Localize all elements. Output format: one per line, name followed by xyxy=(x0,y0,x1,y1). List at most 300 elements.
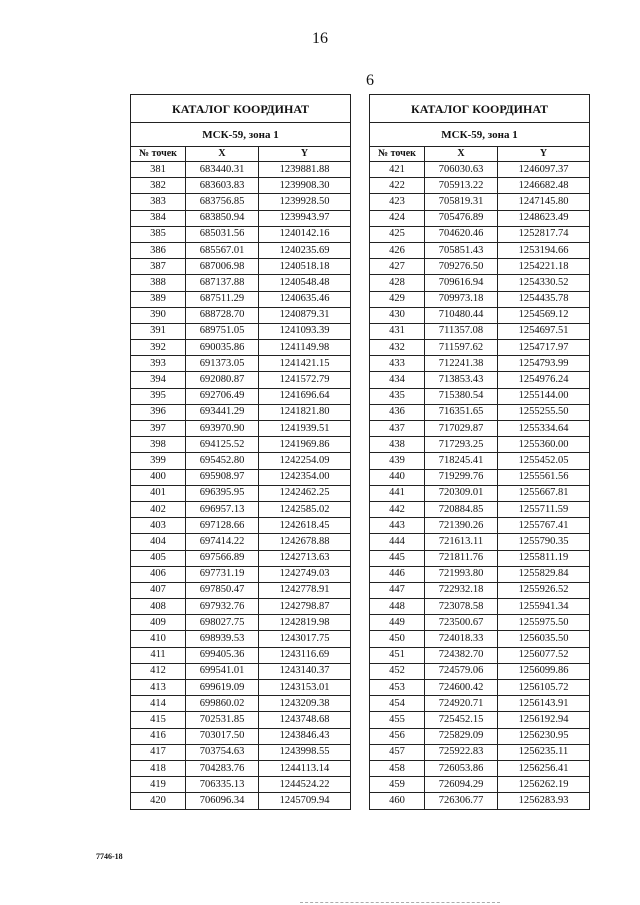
table-title: КАТАЛОГ КООРДИНАТ xyxy=(131,95,351,123)
cell-x: 698939.53 xyxy=(186,631,259,647)
table-row xyxy=(370,226,590,242)
cell-x: 705819.31 xyxy=(425,194,498,210)
cell-y: 1243846.43 xyxy=(259,728,351,744)
cell-x: 722932.18 xyxy=(425,582,498,598)
cell-y: 1256235.11 xyxy=(498,744,590,760)
page-edge-divider xyxy=(300,902,500,903)
cell-y: 1252817.74 xyxy=(498,226,590,242)
cell-x: 691373.05 xyxy=(186,356,259,372)
cell-x: 690035.86 xyxy=(186,340,259,356)
table-row xyxy=(370,194,590,210)
cell-point-number: 439 xyxy=(370,453,425,469)
table-row xyxy=(370,615,590,631)
cell-x: 692706.49 xyxy=(186,388,259,404)
cell-y: 1242354.00 xyxy=(259,469,351,485)
cell-point-number: 415 xyxy=(131,712,186,728)
cell-x: 712241.38 xyxy=(425,356,498,372)
cell-y: 1241572.79 xyxy=(259,372,351,388)
cell-point-number: 412 xyxy=(131,663,186,679)
table-row xyxy=(131,421,351,437)
cell-x: 699619.09 xyxy=(186,680,259,696)
table-row xyxy=(131,631,351,647)
cell-y: 1255360.00 xyxy=(498,437,590,453)
cell-x: 704283.76 xyxy=(186,760,259,776)
column-header-x: X xyxy=(425,147,498,162)
table-row xyxy=(131,615,351,631)
cell-point-number: 396 xyxy=(131,404,186,420)
table-row xyxy=(370,469,590,485)
cell-point-number: 428 xyxy=(370,275,425,291)
table-row xyxy=(131,518,351,534)
cell-x: 721993.80 xyxy=(425,566,498,582)
cell-point-number: 404 xyxy=(131,534,186,550)
cell-y: 1255829.84 xyxy=(498,566,590,582)
cell-point-number: 456 xyxy=(370,728,425,744)
cell-point-number: 393 xyxy=(131,356,186,372)
cell-y: 1242819.98 xyxy=(259,615,351,631)
table-row xyxy=(131,566,351,582)
cell-point-number: 451 xyxy=(370,647,425,663)
cell-y: 1242749.03 xyxy=(259,566,351,582)
cell-x: 687511.29 xyxy=(186,291,259,307)
cell-x: 709276.50 xyxy=(425,259,498,275)
cell-y: 1255255.50 xyxy=(498,404,590,420)
cell-x: 696395.95 xyxy=(186,485,259,501)
cell-point-number: 430 xyxy=(370,307,425,323)
cell-x: 699860.02 xyxy=(186,696,259,712)
cell-x: 711597.62 xyxy=(425,340,498,356)
cell-point-number: 442 xyxy=(370,501,425,517)
table-row xyxy=(370,793,590,809)
cell-y: 1242254.09 xyxy=(259,453,351,469)
table-row xyxy=(131,469,351,485)
cell-point-number: 435 xyxy=(370,388,425,404)
cell-x: 683850.94 xyxy=(186,210,259,226)
cell-y: 1239943.97 xyxy=(259,210,351,226)
cell-y: 1243209.38 xyxy=(259,696,351,712)
table-row xyxy=(370,485,590,501)
cell-x: 724579.06 xyxy=(425,663,498,679)
cell-x: 695452.80 xyxy=(186,453,259,469)
table-row xyxy=(131,226,351,242)
cell-point-number: 400 xyxy=(131,469,186,485)
table-row xyxy=(131,647,351,663)
cell-x: 725452.15 xyxy=(425,712,498,728)
table-row xyxy=(131,760,351,776)
cell-x: 695908.97 xyxy=(186,469,259,485)
table-row xyxy=(131,550,351,566)
cell-y: 1239881.88 xyxy=(259,162,351,178)
cell-point-number: 382 xyxy=(131,178,186,194)
table-row xyxy=(131,162,351,178)
cell-y: 1255667.81 xyxy=(498,485,590,501)
cell-point-number: 399 xyxy=(131,453,186,469)
cell-point-number: 385 xyxy=(131,226,186,242)
cell-y: 1240879.31 xyxy=(259,307,351,323)
cell-point-number: 408 xyxy=(131,599,186,615)
cell-x: 683756.85 xyxy=(186,194,259,210)
table-row xyxy=(370,550,590,566)
cell-point-number: 392 xyxy=(131,340,186,356)
table-row xyxy=(131,275,351,291)
cell-x: 689751.05 xyxy=(186,323,259,339)
cell-y: 1241939.51 xyxy=(259,421,351,437)
column-header-y: Y xyxy=(259,147,351,162)
cell-x: 724382.70 xyxy=(425,647,498,663)
cell-x: 697932.76 xyxy=(186,599,259,615)
table-row xyxy=(131,372,351,388)
cell-x: 685567.01 xyxy=(186,242,259,258)
cell-x: 720884.85 xyxy=(425,501,498,517)
cell-point-number: 441 xyxy=(370,485,425,501)
cell-x: 709973.18 xyxy=(425,291,498,307)
cell-x: 687137.88 xyxy=(186,275,259,291)
cell-x: 717293.25 xyxy=(425,437,498,453)
cell-point-number: 455 xyxy=(370,712,425,728)
cell-point-number: 443 xyxy=(370,518,425,534)
cell-point-number: 397 xyxy=(131,421,186,437)
cell-y: 1255144.00 xyxy=(498,388,590,404)
cell-y: 1246097.37 xyxy=(498,162,590,178)
cell-point-number: 419 xyxy=(131,777,186,793)
cell-x: 698027.75 xyxy=(186,615,259,631)
cell-x: 697128.66 xyxy=(186,518,259,534)
cell-y: 1254221.18 xyxy=(498,259,590,275)
table-row xyxy=(370,275,590,291)
table-row xyxy=(131,194,351,210)
cell-y: 1240235.69 xyxy=(259,242,351,258)
table-row xyxy=(370,178,590,194)
cell-x: 683603.83 xyxy=(186,178,259,194)
cell-point-number: 437 xyxy=(370,421,425,437)
cell-y: 1244113.14 xyxy=(259,760,351,776)
cell-y: 1240518.18 xyxy=(259,259,351,275)
cell-x: 718245.41 xyxy=(425,453,498,469)
cell-point-number: 391 xyxy=(131,323,186,339)
cell-x: 706096.34 xyxy=(186,793,259,809)
cell-x: 725829.09 xyxy=(425,728,498,744)
column-header-point: № точек xyxy=(131,147,186,162)
cell-y: 1255767.41 xyxy=(498,518,590,534)
table-row xyxy=(370,728,590,744)
cell-x: 699405.36 xyxy=(186,647,259,663)
table-title: КАТАЛОГ КООРДИНАТ xyxy=(370,95,590,123)
table-row xyxy=(370,744,590,760)
cell-y: 1255334.64 xyxy=(498,421,590,437)
cell-x: 711357.08 xyxy=(425,323,498,339)
cell-x: 720309.01 xyxy=(425,485,498,501)
cell-x: 696957.13 xyxy=(186,501,259,517)
cell-y: 1254976.24 xyxy=(498,372,590,388)
table-row xyxy=(370,162,590,178)
cell-x: 694125.52 xyxy=(186,437,259,453)
cell-point-number: 390 xyxy=(131,307,186,323)
cell-x: 709616.94 xyxy=(425,275,498,291)
cell-y: 1242618.45 xyxy=(259,518,351,534)
cell-y: 1255790.35 xyxy=(498,534,590,550)
cell-x: 725922.83 xyxy=(425,744,498,760)
cell-x: 697731.19 xyxy=(186,566,259,582)
cell-x: 706335.13 xyxy=(186,777,259,793)
table-row xyxy=(131,663,351,679)
table-row xyxy=(131,534,351,550)
cell-y: 1255926.52 xyxy=(498,582,590,598)
table-row xyxy=(370,388,590,404)
cell-x: 697566.89 xyxy=(186,550,259,566)
table-row xyxy=(131,696,351,712)
cell-point-number: 381 xyxy=(131,162,186,178)
table-row xyxy=(370,307,590,323)
cell-x: 693970.90 xyxy=(186,421,259,437)
cell-x: 703017.50 xyxy=(186,728,259,744)
cell-point-number: 417 xyxy=(131,744,186,760)
cell-x: 717029.87 xyxy=(425,421,498,437)
cell-x: 724920.71 xyxy=(425,696,498,712)
table-row xyxy=(131,599,351,615)
coordinate-table-right xyxy=(369,94,590,810)
cell-x: 685031.56 xyxy=(186,226,259,242)
cell-point-number: 460 xyxy=(370,793,425,809)
cell-y: 1256283.93 xyxy=(498,793,590,809)
table-row xyxy=(370,453,590,469)
table-row xyxy=(131,323,351,339)
table-row xyxy=(131,388,351,404)
cell-y: 1254717.97 xyxy=(498,340,590,356)
table-row xyxy=(370,712,590,728)
cell-y: 1256077.52 xyxy=(498,647,590,663)
column-header-y: Y xyxy=(498,147,590,162)
cell-y: 1242678.88 xyxy=(259,534,351,550)
table-row xyxy=(370,323,590,339)
table-row xyxy=(131,242,351,258)
cell-x: 721390.26 xyxy=(425,518,498,534)
table-row xyxy=(131,777,351,793)
cell-x: 683440.31 xyxy=(186,162,259,178)
cell-point-number: 438 xyxy=(370,437,425,453)
cell-point-number: 424 xyxy=(370,210,425,226)
cell-x: 706030.63 xyxy=(425,162,498,178)
column-header-x: X xyxy=(186,147,259,162)
table-row xyxy=(131,501,351,517)
cell-y: 1247145.80 xyxy=(498,194,590,210)
cell-y: 1241421.15 xyxy=(259,356,351,372)
cell-y: 1254793.99 xyxy=(498,356,590,372)
cell-point-number: 422 xyxy=(370,178,425,194)
cell-y: 1248623.49 xyxy=(498,210,590,226)
cell-point-number: 405 xyxy=(131,550,186,566)
cell-y: 1253194.66 xyxy=(498,242,590,258)
cell-x: 688728.70 xyxy=(186,307,259,323)
cell-x: 705851.43 xyxy=(425,242,498,258)
cell-point-number: 403 xyxy=(131,518,186,534)
cell-point-number: 426 xyxy=(370,242,425,258)
cell-y: 1255811.19 xyxy=(498,550,590,566)
cell-point-number: 402 xyxy=(131,501,186,517)
cell-point-number: 389 xyxy=(131,291,186,307)
cell-x: 723078.58 xyxy=(425,599,498,615)
cell-y: 1239908.30 xyxy=(259,178,351,194)
cell-point-number: 395 xyxy=(131,388,186,404)
table-row xyxy=(131,728,351,744)
table-row xyxy=(131,291,351,307)
cell-y: 1256099.86 xyxy=(498,663,590,679)
table-row xyxy=(131,793,351,809)
cell-point-number: 406 xyxy=(131,566,186,582)
table-row xyxy=(131,307,351,323)
cell-point-number: 383 xyxy=(131,194,186,210)
cell-y: 1256256.41 xyxy=(498,760,590,776)
cell-point-number: 453 xyxy=(370,680,425,696)
cell-x: 703754.63 xyxy=(186,744,259,760)
cell-point-number: 416 xyxy=(131,728,186,744)
table-row xyxy=(131,340,351,356)
cell-y: 1241969.86 xyxy=(259,437,351,453)
cell-y: 1241696.64 xyxy=(259,388,351,404)
table-row xyxy=(131,404,351,420)
cell-y: 1243017.75 xyxy=(259,631,351,647)
cell-y: 1242778.91 xyxy=(259,582,351,598)
cell-x: 726306.77 xyxy=(425,793,498,809)
cell-point-number: 423 xyxy=(370,194,425,210)
table-zone: МСК-59, зона 1 xyxy=(131,123,351,147)
cell-y: 1256262.19 xyxy=(498,777,590,793)
cell-point-number: 420 xyxy=(131,793,186,809)
cell-y: 1254330.52 xyxy=(498,275,590,291)
cell-x: 702531.85 xyxy=(186,712,259,728)
cell-point-number: 436 xyxy=(370,404,425,420)
table-row xyxy=(370,777,590,793)
cell-point-number: 413 xyxy=(131,680,186,696)
cell-y: 1242462.25 xyxy=(259,485,351,501)
table-row xyxy=(131,744,351,760)
table-row xyxy=(131,485,351,501)
coordinate-table-left xyxy=(130,94,351,810)
table-row xyxy=(131,210,351,226)
cell-y: 1246682.48 xyxy=(498,178,590,194)
table-row xyxy=(370,760,590,776)
cell-y: 1242798.87 xyxy=(259,599,351,615)
table-row xyxy=(131,712,351,728)
table-row xyxy=(370,663,590,679)
cell-point-number: 427 xyxy=(370,259,425,275)
table-row xyxy=(370,404,590,420)
cell-y: 1240635.46 xyxy=(259,291,351,307)
cell-point-number: 386 xyxy=(131,242,186,258)
cell-point-number: 407 xyxy=(131,582,186,598)
cell-x: 721613.11 xyxy=(425,534,498,550)
cell-y: 1243153.01 xyxy=(259,680,351,696)
cell-y: 1240142.16 xyxy=(259,226,351,242)
cell-point-number: 388 xyxy=(131,275,186,291)
cell-y: 1255975.50 xyxy=(498,615,590,631)
cell-point-number: 384 xyxy=(131,210,186,226)
cell-x: 687006.98 xyxy=(186,259,259,275)
table-body xyxy=(370,162,590,810)
cell-x: 704620.46 xyxy=(425,226,498,242)
table-zone: МСК-59, зона 1 xyxy=(370,123,590,147)
cell-y: 1255711.59 xyxy=(498,501,590,517)
cell-x: 710480.44 xyxy=(425,307,498,323)
cell-x: 724018.33 xyxy=(425,631,498,647)
cell-y: 1256143.91 xyxy=(498,696,590,712)
table-row xyxy=(131,259,351,275)
cell-y: 1241149.98 xyxy=(259,340,351,356)
table-row xyxy=(370,340,590,356)
cell-y: 1255561.56 xyxy=(498,469,590,485)
cell-point-number: 447 xyxy=(370,582,425,598)
table-row xyxy=(370,210,590,226)
cell-y: 1244524.22 xyxy=(259,777,351,793)
table-row xyxy=(370,242,590,258)
cell-y: 1255941.34 xyxy=(498,599,590,615)
table-row xyxy=(131,582,351,598)
cell-point-number: 448 xyxy=(370,599,425,615)
cell-y: 1241093.39 xyxy=(259,323,351,339)
column-header-point: № точек xyxy=(370,147,425,162)
table-row xyxy=(370,599,590,615)
cell-y: 1243748.68 xyxy=(259,712,351,728)
cell-y: 1242713.63 xyxy=(259,550,351,566)
page-number: 16 xyxy=(312,30,328,47)
cell-point-number: 449 xyxy=(370,615,425,631)
cell-point-number: 410 xyxy=(131,631,186,647)
cell-point-number: 434 xyxy=(370,372,425,388)
table-body xyxy=(131,162,351,810)
cell-point-number: 411 xyxy=(131,647,186,663)
cell-y: 1240548.48 xyxy=(259,275,351,291)
cell-x: 726094.29 xyxy=(425,777,498,793)
cell-point-number: 433 xyxy=(370,356,425,372)
cell-point-number: 450 xyxy=(370,631,425,647)
cell-point-number: 394 xyxy=(131,372,186,388)
cell-x: 692080.87 xyxy=(186,372,259,388)
cell-y: 1256105.72 xyxy=(498,680,590,696)
cell-point-number: 398 xyxy=(131,437,186,453)
cell-x: 719299.76 xyxy=(425,469,498,485)
table-row xyxy=(370,631,590,647)
cell-x: 705913.22 xyxy=(425,178,498,194)
table-row xyxy=(370,647,590,663)
table-row xyxy=(370,566,590,582)
table-row xyxy=(370,356,590,372)
cell-y: 1242585.02 xyxy=(259,501,351,517)
document-code: 7746-18 xyxy=(96,852,123,861)
cell-point-number: 429 xyxy=(370,291,425,307)
cell-y: 1243116.69 xyxy=(259,647,351,663)
cell-x: 697414.22 xyxy=(186,534,259,550)
table-row xyxy=(370,680,590,696)
cell-x: 715380.54 xyxy=(425,388,498,404)
cell-y: 1241821.80 xyxy=(259,404,351,420)
cell-y: 1254435.78 xyxy=(498,291,590,307)
cell-point-number: 409 xyxy=(131,615,186,631)
table-row xyxy=(370,259,590,275)
cell-y: 1256035.50 xyxy=(498,631,590,647)
table-row xyxy=(370,534,590,550)
table-row xyxy=(131,356,351,372)
table-row xyxy=(131,453,351,469)
cell-point-number: 459 xyxy=(370,777,425,793)
cell-y: 1243140.37 xyxy=(259,663,351,679)
cell-x: 721811.76 xyxy=(425,550,498,566)
cell-point-number: 452 xyxy=(370,663,425,679)
cell-point-number: 414 xyxy=(131,696,186,712)
cell-point-number: 432 xyxy=(370,340,425,356)
cell-y: 1254569.12 xyxy=(498,307,590,323)
cell-point-number: 425 xyxy=(370,226,425,242)
cell-point-number: 457 xyxy=(370,744,425,760)
cell-point-number: 446 xyxy=(370,566,425,582)
